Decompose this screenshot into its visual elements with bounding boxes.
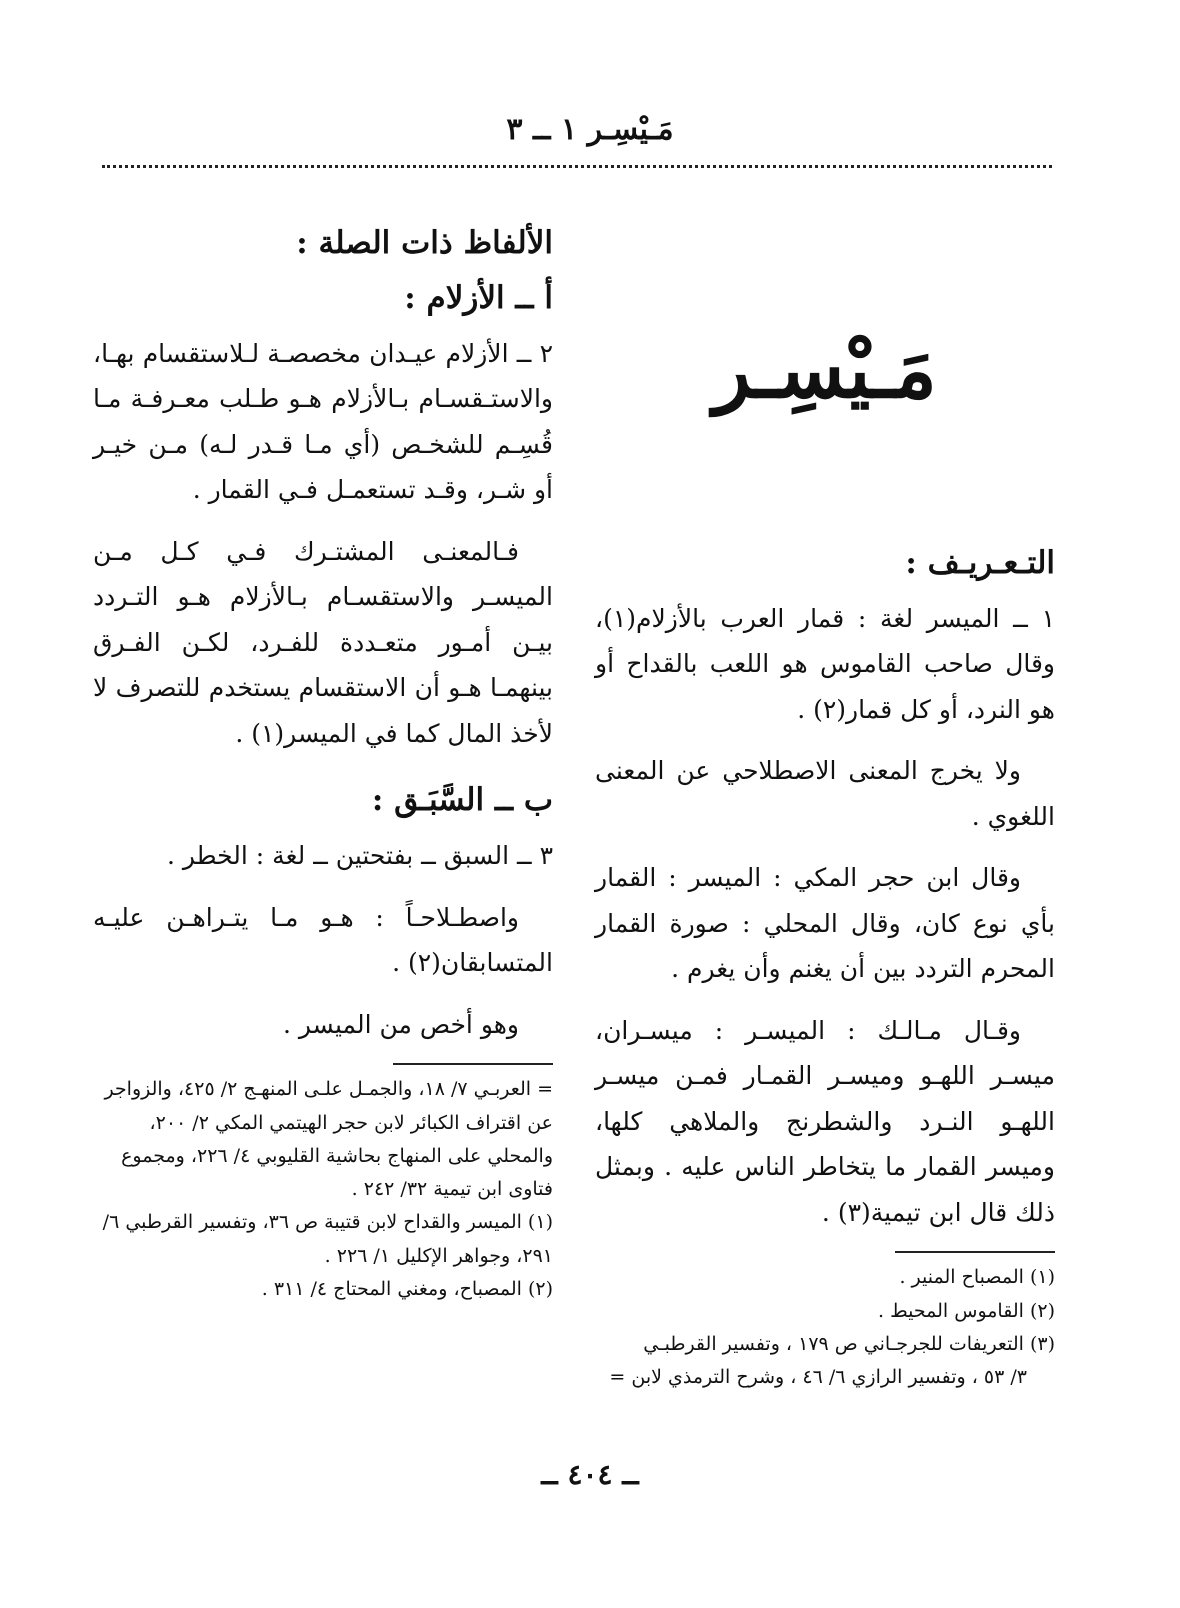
- footnote-separator: [393, 1063, 553, 1065]
- footnote-2: (٢) المصباح، ومغني المحتاج ٤/ ٣١١ .: [261, 1277, 553, 1300]
- page-number: ــ ٤٠٤ ــ: [541, 1458, 639, 1491]
- entry-title: مَـيْسِـر: [713, 325, 937, 416]
- footnote-1: (١) الميسر والقداح لابن قتيبة ص ٣٦، وتفسير القرطبي ٦/ ٢٩١، وجواهر الإكليل ١/ ٢٢٦ .: [102, 1211, 553, 1267]
- azlam-paragraph-2: فـالمعنـى المشتـرك فـي كـل مـن الميسـر والاستقسـام بـالأزلام هـو التـردد بيـن أمـور متعـددة للفـرد، لكـن الفـرق بينهمـا هـو أن الاستقسام يستخدم للتصرف لا لأخذ المال كما في الميسر(١) .: [93, 536, 553, 748]
- definition-paragraph-1: ١ ــ الميسر لغة : قمار العرب بالأزلام(١)، وقال صاحب القاموس هو اللعب بالقداح أو هو النرد، أو كل قمار(٢) .: [595, 603, 1055, 724]
- related-terms-heading: الألفاظ ذات الصلة :: [296, 225, 553, 261]
- sabaq-paragraph-1: ٣ ــ السبق ــ بفتحتين ــ لغة : الخطر .: [166, 841, 553, 871]
- sabaq-paragraph-2: واصطـلاحـاً : هـو مـا يتـراهـن عليـه المتسابقان(٢) .: [93, 902, 553, 978]
- subheading-sabaq: ب ــ السَّبَـق :: [371, 782, 553, 819]
- footnote-1: (١) المصباح المنير .: [899, 1266, 1055, 1289]
- definition-paragraph-4: وقـال مـالـك : الميسـر : ميسـران، ميسـر اللهـو وميسـر القمـار فمـن ميسـر اللهـو النـرد والشطرنج والملاهي كلها، وميسر القمار ما يتخاطر الناس عليه . وبمثل ذلك قال ابن تيمية(٣) .: [595, 1015, 1055, 1227]
- subheading-azlam: أ ــ الأزلام :: [404, 279, 553, 316]
- definition-paragraph-3: وقال ابن حجر المكي : الميسر : القمار بأي نوع كان، وقال المحلي : صورة القمار المحرم التردد بين أن يغنم وأن يغرم .: [595, 863, 1055, 984]
- footnote-3-continued: ٣/ ٥٣ ، وتفسير الرازي ٦/ ٤٦ ، وشرح الترمذي لابن =: [609, 1366, 1027, 1389]
- azlam-paragraph-1: ٢ ــ الأزلام عيـدان مخصصـة لـلاستقسام بهـا، والاستـقسـام بـالأزلام هـو طـلب معـرفـة مـا قُسِـم للشخـص (أي مـا قـدر لـه) مـن خيـر أو شـر، وقـد تستعمـل فـي القمار .: [93, 338, 553, 505]
- footnote-3: (٣) التعريفات للجرجـاني ص ١٧٩ ، وتفسير القرطبـي: [643, 1332, 1055, 1355]
- right-column: [595, 535, 1055, 1394]
- header-dotted-rule: [102, 165, 1052, 168]
- definition-paragraph-2: ولا يخرج المعنى الاصطلاحي عن المعنى اللغوي .: [595, 756, 1055, 831]
- sabaq-paragraph-3: وهو أخص من الميسر .: [282, 1009, 519, 1039]
- footnote-continued: = العربـي ٧/ ١٨، والجمـل علـى المنهـج ٢/ ٤٢٥، والزواجر عن اقتراف الكبائر لابن حجر الهيتمي المكي ٢/ ٢٠٠، والمحلي على المنهاج بحاشية القليوبي ٤/ ٢٢٦، ومجموع فتاوى ابن تيمية ٣٢/ ٢٤٢ .: [104, 1078, 553, 1201]
- definition-heading: التـعـريـف :: [905, 545, 1055, 581]
- running-header: مَـيْسِـر ١ ــ ٣: [506, 112, 674, 147]
- footnote-separator: [895, 1251, 1055, 1253]
- left-column: [93, 215, 553, 1306]
- footnote-2: (٢) القاموس المحيط .: [878, 1299, 1055, 1322]
